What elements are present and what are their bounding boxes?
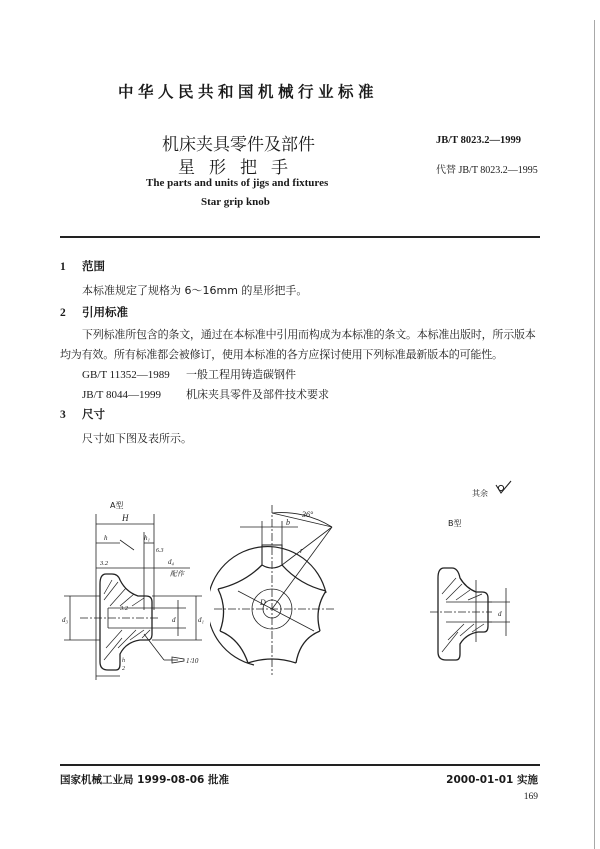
star-knob-front-view [210,505,350,675]
dim-d4: d₄ [168,558,174,566]
fit-note: 配作 [170,570,184,578]
page-number: 169 [523,792,538,802]
effective-date: 2000-01-01 实施 [446,774,538,786]
title-en-line1: The parts and units of jigs and fixtures [146,177,329,189]
footer-divider [60,764,540,766]
roughness-c: 6.3 [156,548,164,554]
scan-edge [594,20,595,849]
dim-h-half-num: h [122,658,125,664]
header-divider [60,236,540,238]
section-3-body: 尺寸如下图及表所示。 [82,432,192,445]
dim-r: r [300,546,304,555]
dim-H: H [122,513,129,523]
surface-note: 其余 [472,489,488,498]
section-2-body-line2: 均为有效。所有标准都会被修订，使用本标准的各方应探讨使用下列标准最新版本的可能性。 [60,348,503,361]
title-cn-line2: 星形把手 [178,158,302,178]
type-a-section-drawing [60,510,210,680]
title-en-line2: Star grip knob [201,196,270,208]
dim-h: h [104,534,108,542]
title-cn-line1: 机床夹具零件及部件 [162,135,315,155]
section-title: 引用标准 [82,305,128,319]
dim-d-type-b: d [498,610,502,618]
section-2-body-line1: 下列标准所包含的条文，通过在本标准中引用而构成为本标准的条文。本标准出版时，所示版本 [82,328,536,341]
roughness-b: 3.2 [120,605,129,612]
dim-d: d [172,616,176,624]
type-a-label: A型 [110,501,124,510]
dim-b: b [286,518,290,527]
section-title: 尺寸 [82,407,105,421]
section-3-heading [60,406,105,422]
dim-h-half-den: 2 [122,666,125,672]
section-number: 2 [60,307,66,319]
reference-title: 一般工程用铸造碳钢件 [186,368,296,381]
reference-code: GB/T 11352—1989 [82,369,170,381]
issuing-organization: 中华人民共和国机械行业标准 [118,83,379,101]
section-number: 3 [60,409,66,421]
section-title: 范围 [82,259,105,273]
section-1-body: 本标准规定了规格为 6～16mm 的星形把手。 [82,284,308,297]
reference-item [82,386,329,402]
section-2-heading [60,304,128,320]
roughness-symbol-icon [494,480,514,496]
reference-code: JB/T 8044—1999 [82,389,161,401]
dim-d1: d₁ [198,616,204,624]
dim-h1: h₁ [144,534,150,542]
reference-title: 机床夹具零件及部件技术要求 [186,388,329,401]
section-number: 1 [60,261,66,273]
dim-D: D [260,598,266,607]
standard-number: JB/T 8023.2—1999 [436,135,521,146]
reference-item [82,366,296,382]
section-1-heading [60,258,105,274]
type-b-label: B型 [448,519,462,528]
dim-d3: d₃ [62,616,68,624]
roughness-a: 3.2 [100,560,109,567]
approval-note: 国家机械工业局 1999-08-06 批准 [60,774,229,786]
type-b-section-drawing [430,560,510,670]
replaces-standard: 代替 JB/T 8023.2—1995 [436,165,538,176]
angle-36: 36° [302,510,314,519]
taper-ratio: 1∶10 [186,657,199,665]
